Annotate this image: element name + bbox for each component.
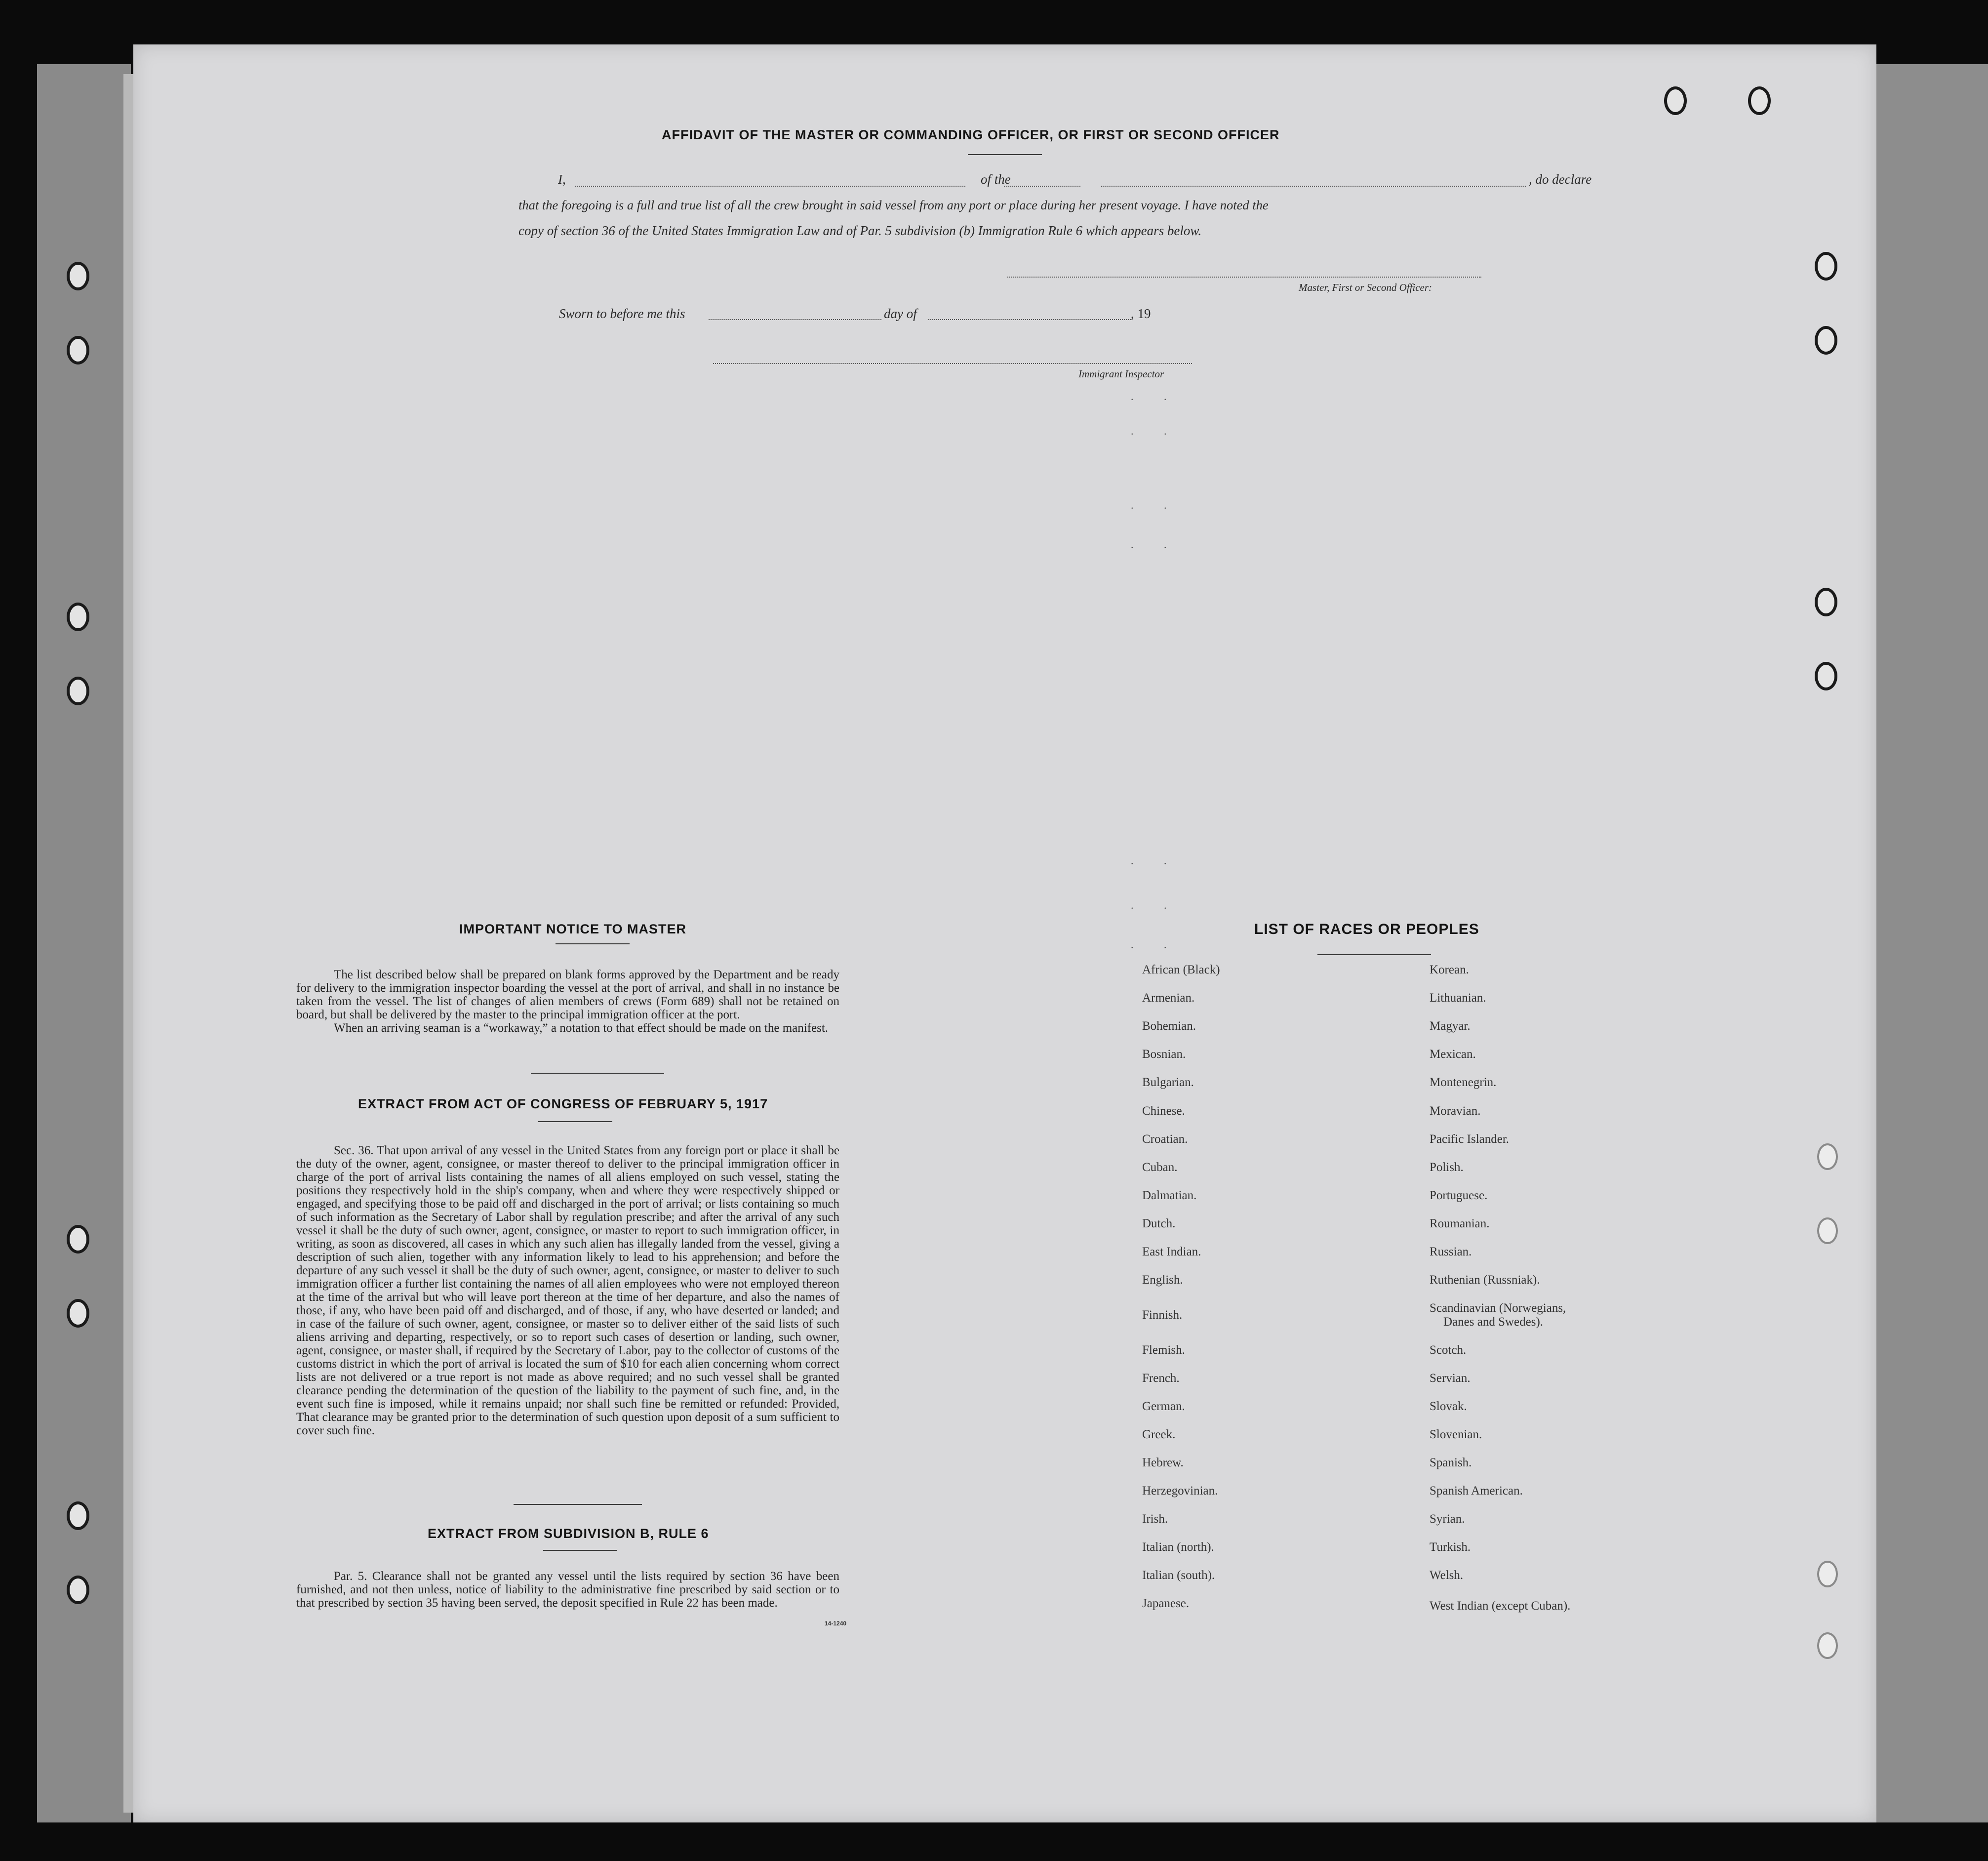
race-item: Lithuanian.: [1430, 991, 1486, 1005]
punch-hole: [67, 262, 89, 290]
inspector-signature-field[interactable]: [713, 363, 1192, 364]
race-item: Armenian.: [1142, 991, 1195, 1005]
binding-strip: [37, 64, 131, 1822]
faint-dots: . .: [1131, 425, 1181, 437]
race-item: German.: [1142, 1400, 1185, 1413]
faint-dots: . .: [1131, 499, 1181, 511]
race-item: Russian.: [1430, 1245, 1472, 1258]
punch-hole: [1748, 86, 1771, 115]
race-item: Hebrew.: [1142, 1456, 1184, 1469]
race-item: African (Black): [1142, 963, 1220, 976]
race-item-continued: Danes and Swedes).: [1443, 1315, 1544, 1329]
extract-rule-rule: [543, 1550, 617, 1551]
race-item: Greek.: [1142, 1428, 1176, 1441]
punch-hole: [1815, 662, 1837, 690]
race-item: Dutch.: [1142, 1217, 1176, 1230]
punch-hole: [67, 1576, 89, 1604]
race-item: Italian (south).: [1142, 1569, 1215, 1582]
form-page: [133, 44, 1876, 1822]
punch-hole: [67, 677, 89, 705]
punch-hole: [1815, 326, 1837, 355]
race-item: Polish.: [1430, 1161, 1464, 1174]
race-item: Spanish American.: [1430, 1484, 1523, 1497]
divider-rule: [514, 1504, 642, 1505]
race-item: East Indian.: [1142, 1245, 1201, 1258]
officer-signature-field[interactable]: [1007, 277, 1481, 278]
rank-field[interactable]: [1004, 186, 1080, 187]
race-item: Servian.: [1430, 1372, 1471, 1385]
race-item: West Indian (except Cuban).: [1430, 1599, 1571, 1613]
affidavit-statement-line-2: copy of section 36 of the United States Immigration Law and of Par. 5 subdivision (b) Immigration Rule 6 which appears below.: [518, 223, 1202, 238]
do-declare-label: , do declare: [1529, 172, 1592, 187]
race-item: Spanish.: [1430, 1456, 1472, 1469]
race-item: Croatian.: [1142, 1133, 1188, 1146]
races-title: LIST OF RACES OR PEOPLES: [1254, 921, 1479, 937]
faint-dots: . .: [1131, 938, 1181, 951]
extract-rule-text: [296, 1570, 839, 1610]
punch-hole: [1815, 252, 1837, 281]
race-item: Pacific Islander.: [1430, 1133, 1510, 1146]
race-item: Finnish.: [1142, 1308, 1183, 1322]
master-name-field[interactable]: [575, 186, 965, 187]
race-item: French.: [1142, 1372, 1180, 1385]
title-rule: [968, 154, 1042, 155]
punch-hole: [1817, 1561, 1838, 1587]
race-item: Bosnian.: [1142, 1048, 1186, 1061]
affidavit-of-the-label: of the: [981, 172, 1011, 187]
faint-dots: . .: [1131, 854, 1181, 867]
sworn-prefix: Sworn to before me this: [559, 306, 685, 321]
vessel-name-field[interactable]: [1101, 186, 1526, 187]
race-item: Mexican.: [1430, 1048, 1476, 1061]
punch-hole: [67, 336, 89, 364]
race-item: Slovenian.: [1430, 1428, 1482, 1441]
punch-hole: [67, 1501, 89, 1530]
sworn-year-label: , 19: [1131, 306, 1151, 321]
punch-hole: [1817, 1217, 1838, 1244]
race-item: Welsh.: [1430, 1569, 1464, 1582]
race-item: Magyar.: [1430, 1019, 1471, 1033]
race-item: Ruthenian (Russniak).: [1430, 1273, 1540, 1287]
race-item: Irish.: [1142, 1512, 1168, 1526]
notice-title: IMPORTANT NOTICE TO MASTER: [459, 922, 686, 936]
notice-text: [296, 968, 839, 1035]
race-item: Roumanian.: [1430, 1217, 1490, 1230]
punch-hole: [67, 1225, 89, 1254]
punch-hole: [67, 603, 89, 631]
sworn-month-field[interactable]: [928, 319, 1131, 320]
notice-paragraph-2: When an arriving seaman is a “workaway,” a notation to that effect should be made on the manifest.: [334, 1021, 829, 1035]
faint-dots: . .: [1131, 390, 1181, 403]
extract-act-rule: [538, 1121, 612, 1122]
race-item: Dalmatian.: [1142, 1189, 1197, 1202]
right-binding-strip: [1871, 64, 1988, 1822]
binding-edge: [123, 74, 134, 1813]
inspector-caption: Immigrant Inspector: [1078, 368, 1164, 380]
race-item: Turkish.: [1430, 1540, 1471, 1554]
day-of-label: day of: [884, 306, 917, 321]
extract-rule-title: EXTRACT FROM SUBDIVISION B, RULE 6: [428, 1526, 709, 1541]
punch-hole: [67, 1299, 89, 1328]
punch-hole: [1664, 86, 1687, 115]
race-item: Scotch.: [1430, 1343, 1467, 1357]
race-item: Italian (north).: [1142, 1540, 1214, 1554]
race-item: Montenegrin.: [1430, 1076, 1497, 1089]
notice-paragraph-1: The list described below shall be prepared on blank forms approved by the Department and be ready for delivery to the immigration inspector boarding the vessel at the port of arrival, and shall in no instance be taken from the vessel. The list of changes of alien members of crews (Form 689) shall not be retained on board, but shall be delivered by the master to the principal immigration officer at the port.: [296, 968, 839, 1021]
race-item: Chinese.: [1142, 1104, 1185, 1118]
faint-dots: . .: [1131, 538, 1181, 551]
extract-act-text: [296, 1144, 839, 1437]
race-item: Herzegovinian.: [1142, 1484, 1218, 1497]
punch-hole: [1817, 1143, 1838, 1170]
extract-act-title: EXTRACT FROM ACT OF CONGRESS OF FEBRUARY 5, 1917: [358, 1096, 768, 1111]
affidavit-i-label: I,: [558, 172, 566, 187]
divider-rule: [531, 1073, 664, 1074]
race-item: Moravian.: [1430, 1104, 1481, 1118]
race-item: Cuban.: [1142, 1161, 1178, 1174]
race-item: Flemish.: [1142, 1343, 1185, 1357]
affidavit-title: AFFIDAVIT OF THE MASTER OR COMMANDING OFFICER, OR FIRST OR SECOND OFFICER: [662, 127, 1280, 142]
sworn-day-field[interactable]: [709, 319, 881, 320]
officer-signature-caption: Master, First or Second Officer:: [1299, 282, 1432, 293]
punch-hole: [1815, 588, 1837, 616]
race-item: Scandinavian (Norwegians,: [1430, 1301, 1566, 1315]
notice-rule: [556, 943, 630, 944]
affidavit-statement-line-1: that the foregoing is a full and true list of all the crew brought in said vessel from any port or place during her present voyage. I have noted the: [518, 198, 1269, 212]
race-item: Portuguese.: [1430, 1189, 1488, 1202]
punch-hole: [1817, 1632, 1838, 1659]
race-item: Bohemian.: [1142, 1019, 1196, 1033]
race-item: Korean.: [1430, 963, 1469, 976]
form-code: 14-1240: [825, 1620, 847, 1627]
par-5-text: Par. 5. Clearance shall not be granted any vessel until the lists required by section 36 have been furnished, and not then unless, notice of liability to the administrative fine prescribed by said section or to that prescribed by section 35 having been served, the deposit specified in Rule 22 has been made.: [296, 1570, 839, 1610]
faint-dots: . .: [1131, 899, 1181, 911]
race-item: Syrian.: [1430, 1512, 1465, 1526]
races-rule: [1317, 954, 1431, 955]
race-item: Bulgarian.: [1142, 1076, 1194, 1089]
race-item: Slovak.: [1430, 1400, 1467, 1413]
section-36-text: Sec. 36. That upon arrival of any vessel in the United States from any foreign port or place it shall be the duty of the owner, agent, consignee, or master thereof to deliver to the principal immigration officer in charge of the port of arrival lists containing the names of all aliens employed on such vessel, stating the positions they respectively hold in the ship's company, when and where they were respectively shipped or engaged, and specifying those to be paid off and discharged in the port of arrival; or lists containing so much of such information as the Secretary of Labor shall by regulation prescribe; and after the arrival of any such vessel it shall be the duty of such owner, agent, consignee, or master to report to such immigration officer, in writing, as soon as discovered, all cases in which any such alien has illegally landed from the vessel, giving a description of such alien, together with any information likely to lead to his apprehension; and before the departure of any such vessel it shall be the duty of such owner, agent, consignee, or master to deliver to such immigration officer a further list containing the names of all alien employees who were not employed thereon at the time of the arrival but who will leave port thereon at the time of her departure, and also the names of those, if any, who have been paid off and discharged, and of those, if any, who have deserted or landed; and in case of the failure of such owner, agent, consignee, or master so to deliver either of the said lists of such aliens arriving and departing, respectively, or so to report such cases of desertion or landing, such owner, agent, consignee, or master shall, if required by the Secretary of Labor, pay to the collector of customs of the customs district in which the port of arrival is located the sum of $10 for each alien concerning whom correct lists are not delivered or a true report is not made as above required; and no such vessel shall be granted clearance pending the determination of the question of the liability to the payment of such fine, and, in the event such fine is imposed, while it remains unpaid; nor shall such fine be remitted or refunded: Provided, That clearance may be granted prior to the determination of such question upon deposit of a sum sufficient to cover such fine.: [296, 1144, 839, 1437]
race-item: Japanese.: [1142, 1597, 1190, 1610]
race-item: English.: [1142, 1273, 1183, 1287]
